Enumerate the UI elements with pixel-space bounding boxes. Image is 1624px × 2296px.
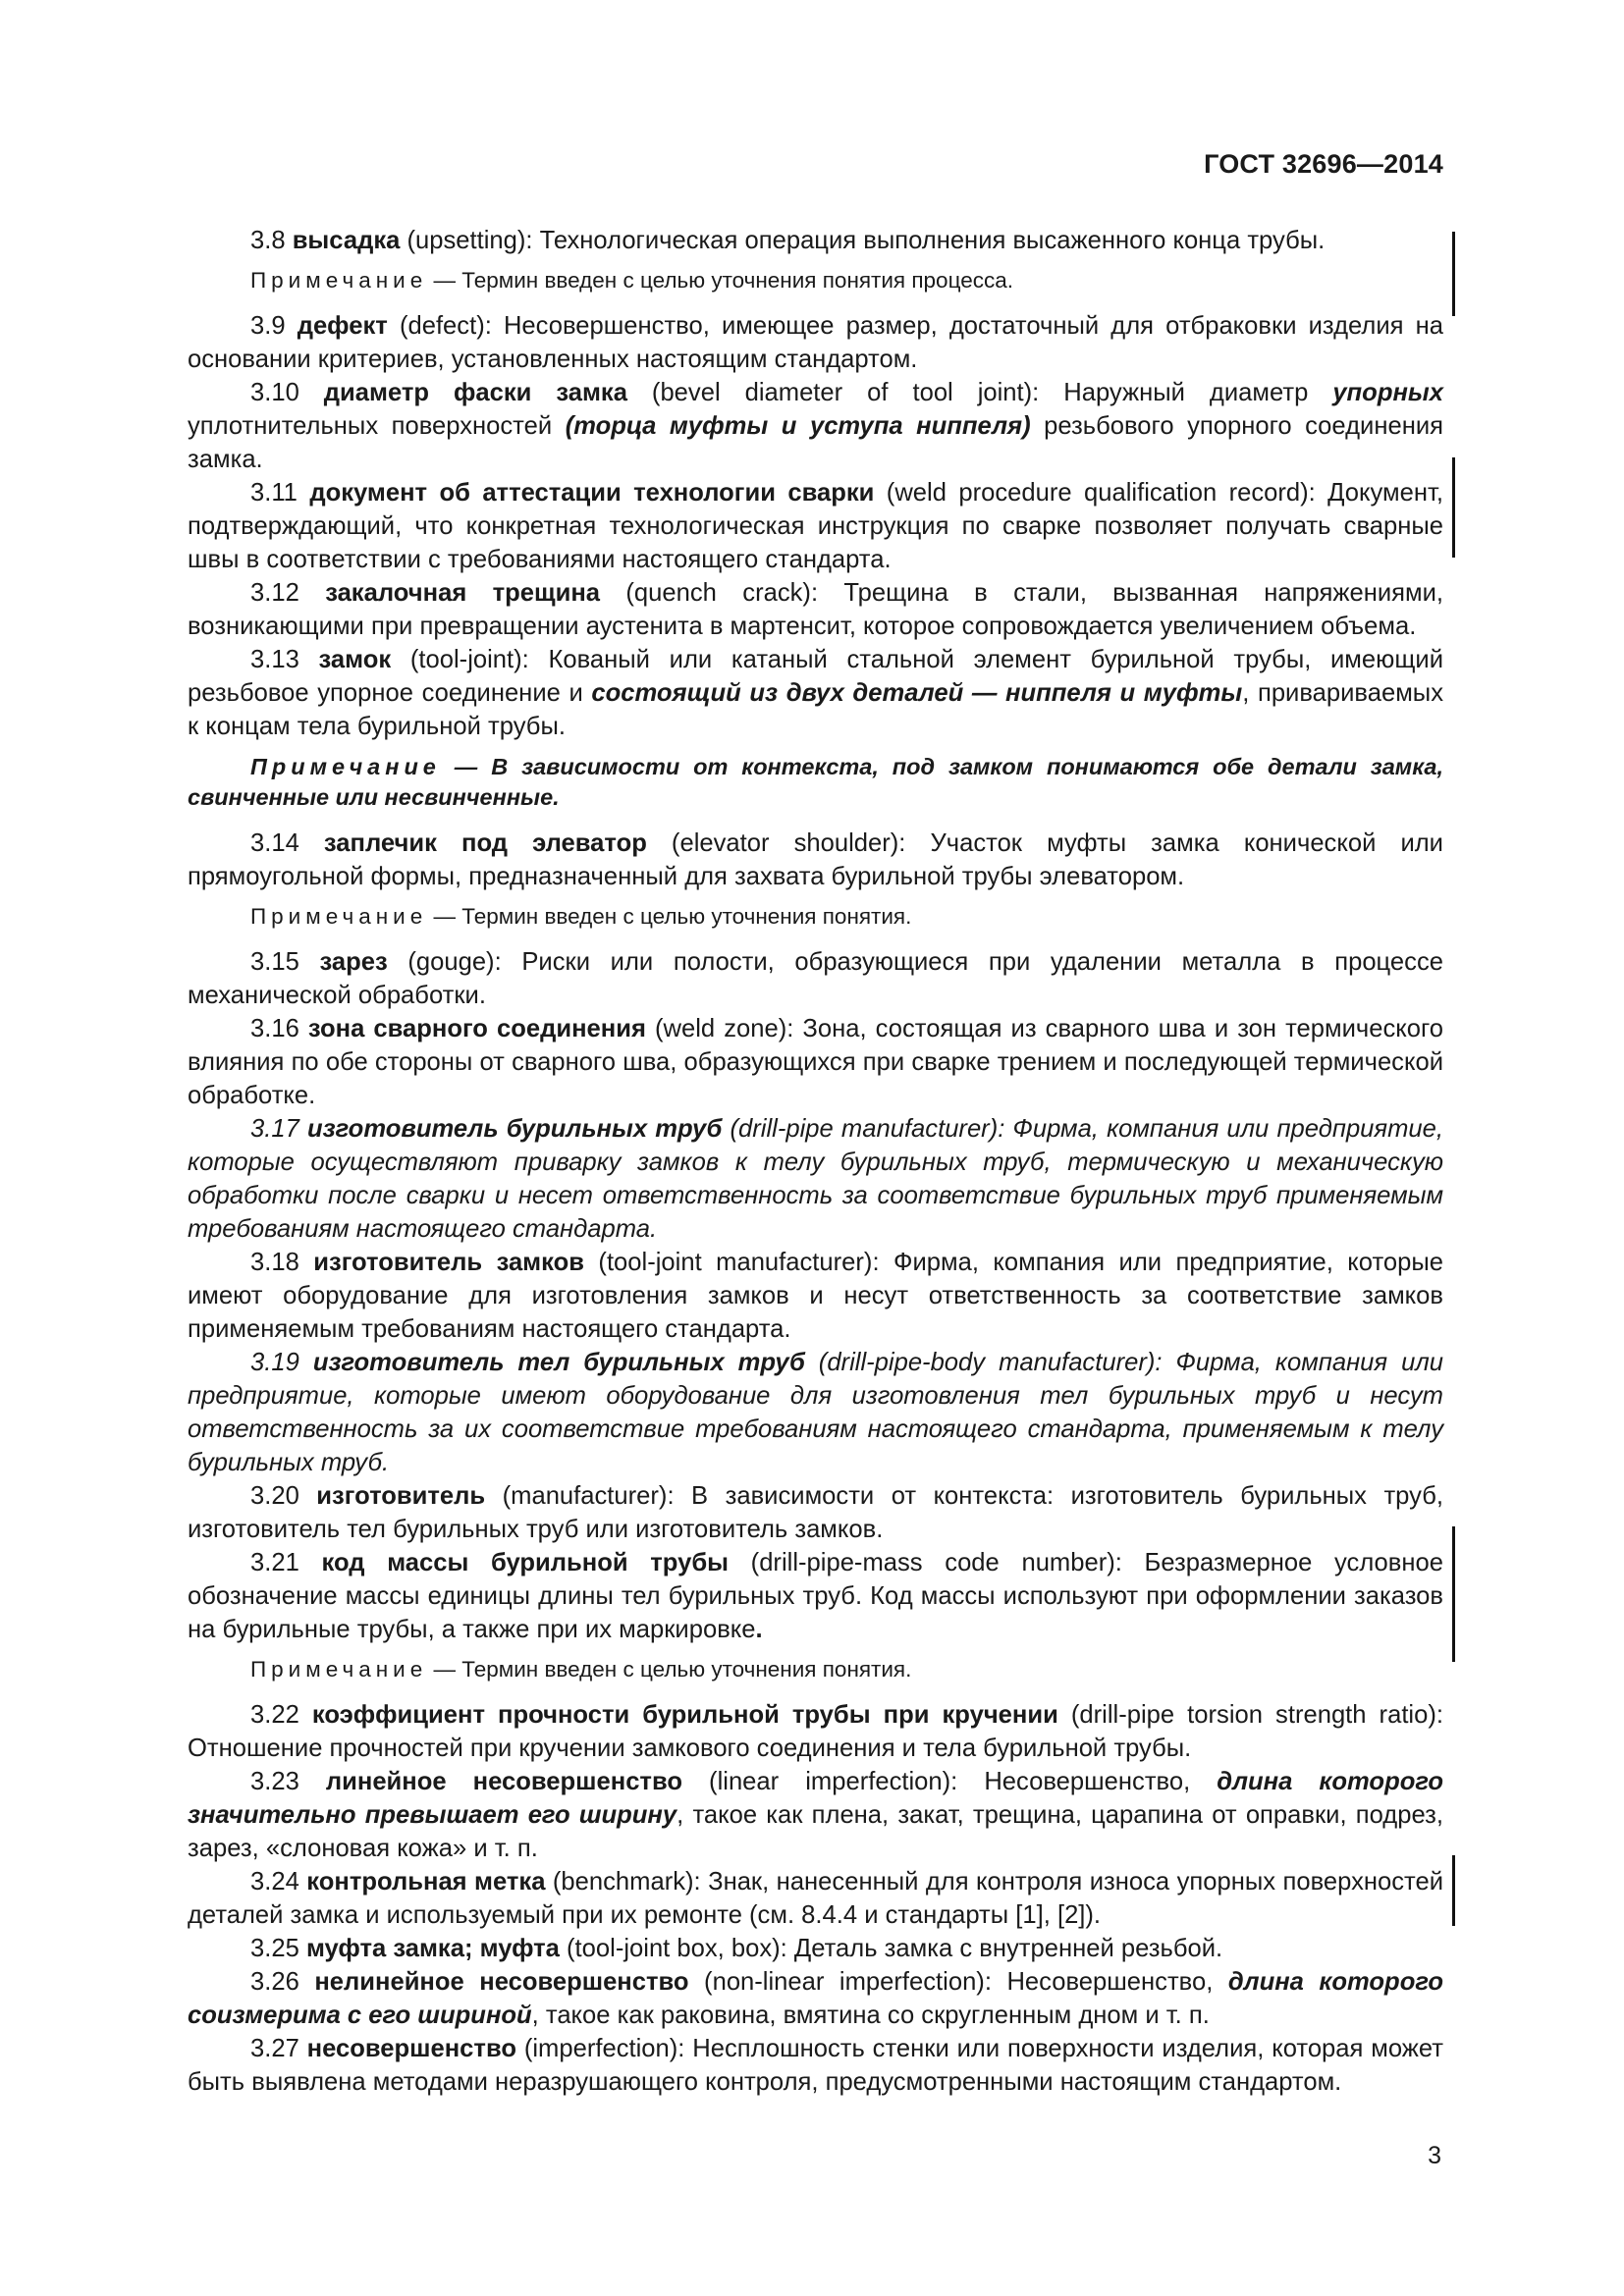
body-text: (imperfection): Несплошность стенки или поверхности изделия, которая может быть выявлена методами неразрушающего контроля, предусмотренными настоящим стандартом.: [188, 2035, 1443, 2096]
term-text: диаметр фаски замка: [323, 379, 627, 406]
body-text: 3.15: [250, 948, 320, 976]
definition-paragraph: [188, 1765, 1443, 1865]
term-text: коэффициент прочности бурильной трубы при кручении: [311, 1701, 1058, 1729]
body-text: 3.21: [250, 1549, 322, 1576]
body-text: 3.16: [250, 1015, 308, 1042]
body-text: — Термин введен с целью уточнения понятия.: [427, 904, 912, 929]
note-paragraph: [188, 902, 1443, 932]
term-text: изготовитель: [316, 1482, 486, 1510]
body-text: , такое как плена, закат, трещина, царапина от оправки, подрез, зарез, «слоновая кожа» и т. п.: [188, 1801, 1443, 1862]
body-text: (weld procedure qualification record): Документ, подтверждающий, что конкретная технологическая инструкция по сварке позволяет получать сварные швы в соответствии с требованиями настоящего стандарта.: [188, 479, 1443, 573]
body-text: 3.14: [250, 829, 324, 857]
term-text: несовершенство: [306, 2035, 516, 2062]
term-text: длина которого соизмерима с его шириной: [188, 1968, 1443, 2029]
body-text: 3.9: [250, 312, 298, 340]
body-text: (linear imperfection): Несовершенство,: [682, 1768, 1218, 1795]
body-text: 3.13: [250, 646, 319, 673]
body-text: (bevel diameter of tool joint): Наружный диаметр: [626, 379, 1333, 406]
revision-bar: [1452, 1855, 1455, 1926]
definition-paragraph: [188, 1865, 1443, 1932]
body-text: 3.12: [250, 579, 326, 607]
term-text: линейное несовершенство: [325, 1768, 682, 1795]
term-text: заплечик под элеватор: [323, 829, 647, 857]
body-text: 3.17: [250, 1115, 307, 1143]
body-text: (gouge): Риски или полости, образующиеся при удалении металла в процессе механической обработки.: [188, 948, 1443, 1009]
body-text: (drill-pipe-mass code number): Безразмерное условное обозначение массы единицы длины тел бурильных труб. Код массы используют при оформлении заказов на бурильные трубы, а также при их маркировке: [188, 1549, 1443, 1643]
revision-bar: [1452, 1526, 1455, 1662]
document-code-header: ГОСТ 32696—2014: [1204, 149, 1443, 179]
definition-paragraph: [188, 1346, 1443, 1479]
page-number: 3: [1428, 2142, 1441, 2169]
term-text: изготовитель замков: [313, 1249, 584, 1276]
definition-paragraph: [188, 1479, 1443, 1546]
body-text: — Термин введен с целью уточнения понятия.: [427, 1657, 912, 1682]
term-text: муфта замка; муфта: [305, 1935, 560, 1962]
term-text: нелинейное несовершенство: [314, 1968, 689, 1996]
term-text: .: [755, 1616, 763, 1643]
revision-bar: [1452, 457, 1455, 558]
note-paragraph: [188, 266, 1443, 295]
term-text: длина которого значительно превышает его ширину: [188, 1768, 1443, 1829]
body-text: (tool-joint manufacturer): Фирма, компания или предприятие, которые имеют оборудование для изготовления замков и несут ответственность за соответствие замков применяемым требованиям настоящего стандарта.: [188, 1249, 1443, 1343]
definition-paragraph: [188, 376, 1443, 476]
definition-paragraph: [188, 309, 1443, 376]
definition-paragraph: [188, 1546, 1443, 1646]
body-text: (drill-pipe-body manufacturer): Фирма, компания или предприятие, которые имеют оборудование для изготовления тел бурильных труб и несут ответственность за их соответствие требованиям настоящего стандарта, применяемым к телу бурильных труб.: [188, 1349, 1443, 1476]
term-text: (торца муфты и уступа ниппеля): [565, 412, 1031, 440]
body-text: (upsetting): Технологическая операция выполнения высаженного конца трубы.: [400, 227, 1326, 254]
body-text: 3.10: [250, 379, 324, 406]
body-text: 3.25: [250, 1935, 306, 1962]
definition-paragraph: [188, 1012, 1443, 1112]
term-text: зарез: [319, 948, 388, 976]
term-text: состоящий из двух деталей — ниппеля и муфты: [591, 679, 1243, 707]
body-text: (elevator shoulder): Участок муфты замка конической или прямоугольной формы, предназначенный для захвата бурильной трубы элеватором.: [188, 829, 1443, 890]
term-text: замок: [318, 646, 392, 673]
definition-paragraph: [188, 476, 1443, 576]
definition-paragraph: [188, 643, 1443, 743]
body-text: (weld zone): Зона, состоящая из сварного шва и зон термического влияния по обе стороны от сварного шва, образующихся при сварке трением и последующей термической обработке.: [188, 1015, 1443, 1109]
document-body: [188, 224, 1443, 2099]
body-text: (quench crack): Трещина в стали, вызванная напряжениями, возникающими при превращении аустенита в мартенсит, которое сопровождается увеличением объема.: [188, 579, 1443, 640]
definition-paragraph: [188, 2032, 1443, 2099]
body-text: 3.23: [250, 1768, 326, 1795]
definition-paragraph: [188, 827, 1443, 893]
definition-paragraph: [188, 576, 1443, 643]
body-text: (non-linear imperfection): Несовершенство,: [688, 1968, 1228, 1996]
body-text: 3.22: [250, 1701, 312, 1729]
term-text: закалочная трещина: [325, 579, 601, 607]
body-text: 3.27: [250, 2035, 307, 2062]
note-label: Примечание: [250, 754, 441, 779]
body-text: — В зависимости от контекста, под замком понимаются обе детали замка, свинченные или несвинченные.: [188, 754, 1443, 810]
term-text: изготовитель бурильных труб: [306, 1115, 723, 1143]
term-text: упорных: [1332, 379, 1443, 406]
body-text: резьбового упорного соединения замка.: [188, 412, 1443, 473]
body-text: 3.26: [250, 1968, 315, 1996]
body-text: (tool-joint box, box): Деталь замка с внутренней резьбой.: [559, 1935, 1223, 1962]
term-text: документ об аттестации технологии сварки: [309, 479, 875, 507]
body-text: (drill-pipe torsion strength ratio): Отношение прочностей при кручении замкового соединения и тела бурильной трубы.: [188, 1701, 1443, 1762]
body-text: (benchmark): Знак, нанесенный для контроля износа упорных поверхностей деталей замка и используемый при их ремонте (см. 8.4.4 и стандарты [1], [2]).: [188, 1868, 1443, 1929]
body-text: 3.24: [250, 1868, 307, 1896]
body-text: уплотнительных поверхностей: [188, 412, 566, 440]
body-text: (manufacturer): В зависимости от контекста: изготовитель бурильных труб, изготовитель тел бурильных труб или изготовитель замков.: [188, 1482, 1443, 1543]
body-text: (defect): Несовершенство, имеющее размер, достаточный для отбраковки изделия на основании критериев, установленных настоящим стандартом.: [188, 312, 1443, 373]
note-label: Примечание: [250, 904, 428, 929]
definition-paragraph: [188, 1112, 1443, 1246]
note-label: Примечание: [250, 1657, 428, 1682]
body-text: 3.8: [250, 227, 293, 254]
body-text: , привариваемых к концам тела бурильной трубы.: [188, 679, 1443, 740]
revision-bar: [1452, 232, 1455, 316]
term-text: зона сварного соединения: [307, 1015, 646, 1042]
body-text: 3.11: [250, 479, 310, 507]
note-paragraph-emphasis: [188, 752, 1443, 813]
note-label: Примечание: [250, 268, 428, 293]
term-text: код массы бурильной трубы: [321, 1549, 729, 1576]
note-paragraph: [188, 1655, 1443, 1684]
term-text: изготовитель тел бурильных труб: [312, 1349, 805, 1376]
definition-paragraph: [188, 1932, 1443, 1965]
body-text: 3.19: [250, 1349, 313, 1376]
term-text: дефект: [297, 312, 388, 340]
definition-paragraph: [188, 1698, 1443, 1765]
body-text: 3.18: [250, 1249, 314, 1276]
body-text: (drill-pipe manufacturer): Фирма, компания или предприятие, которые осуществляют приварку замков к телу бурильных труб, термическую и механическую обработки после сварки и несет ответственность за соответствие бурильных труб применяемым требованиям настоящего стандарта.: [188, 1115, 1443, 1243]
definition-paragraph: [188, 1965, 1443, 2032]
body-text: , такое как раковина, вмятина со скругленным дном и т. п.: [531, 2002, 1210, 2029]
term-text: высадка: [292, 227, 401, 254]
body-text: — Термин введен с целью уточнения понятия процесса.: [427, 268, 1013, 293]
definition-paragraph: [188, 224, 1443, 257]
body-text: 3.20: [250, 1482, 317, 1510]
definition-paragraph: [188, 1246, 1443, 1346]
body-text: (tool-joint): Кованый или катаный стальной элемент бурильной трубы, имеющий резьбовое упорное соединение и: [188, 646, 1443, 707]
term-text: контрольная метка: [306, 1868, 546, 1896]
definition-paragraph: [188, 945, 1443, 1012]
